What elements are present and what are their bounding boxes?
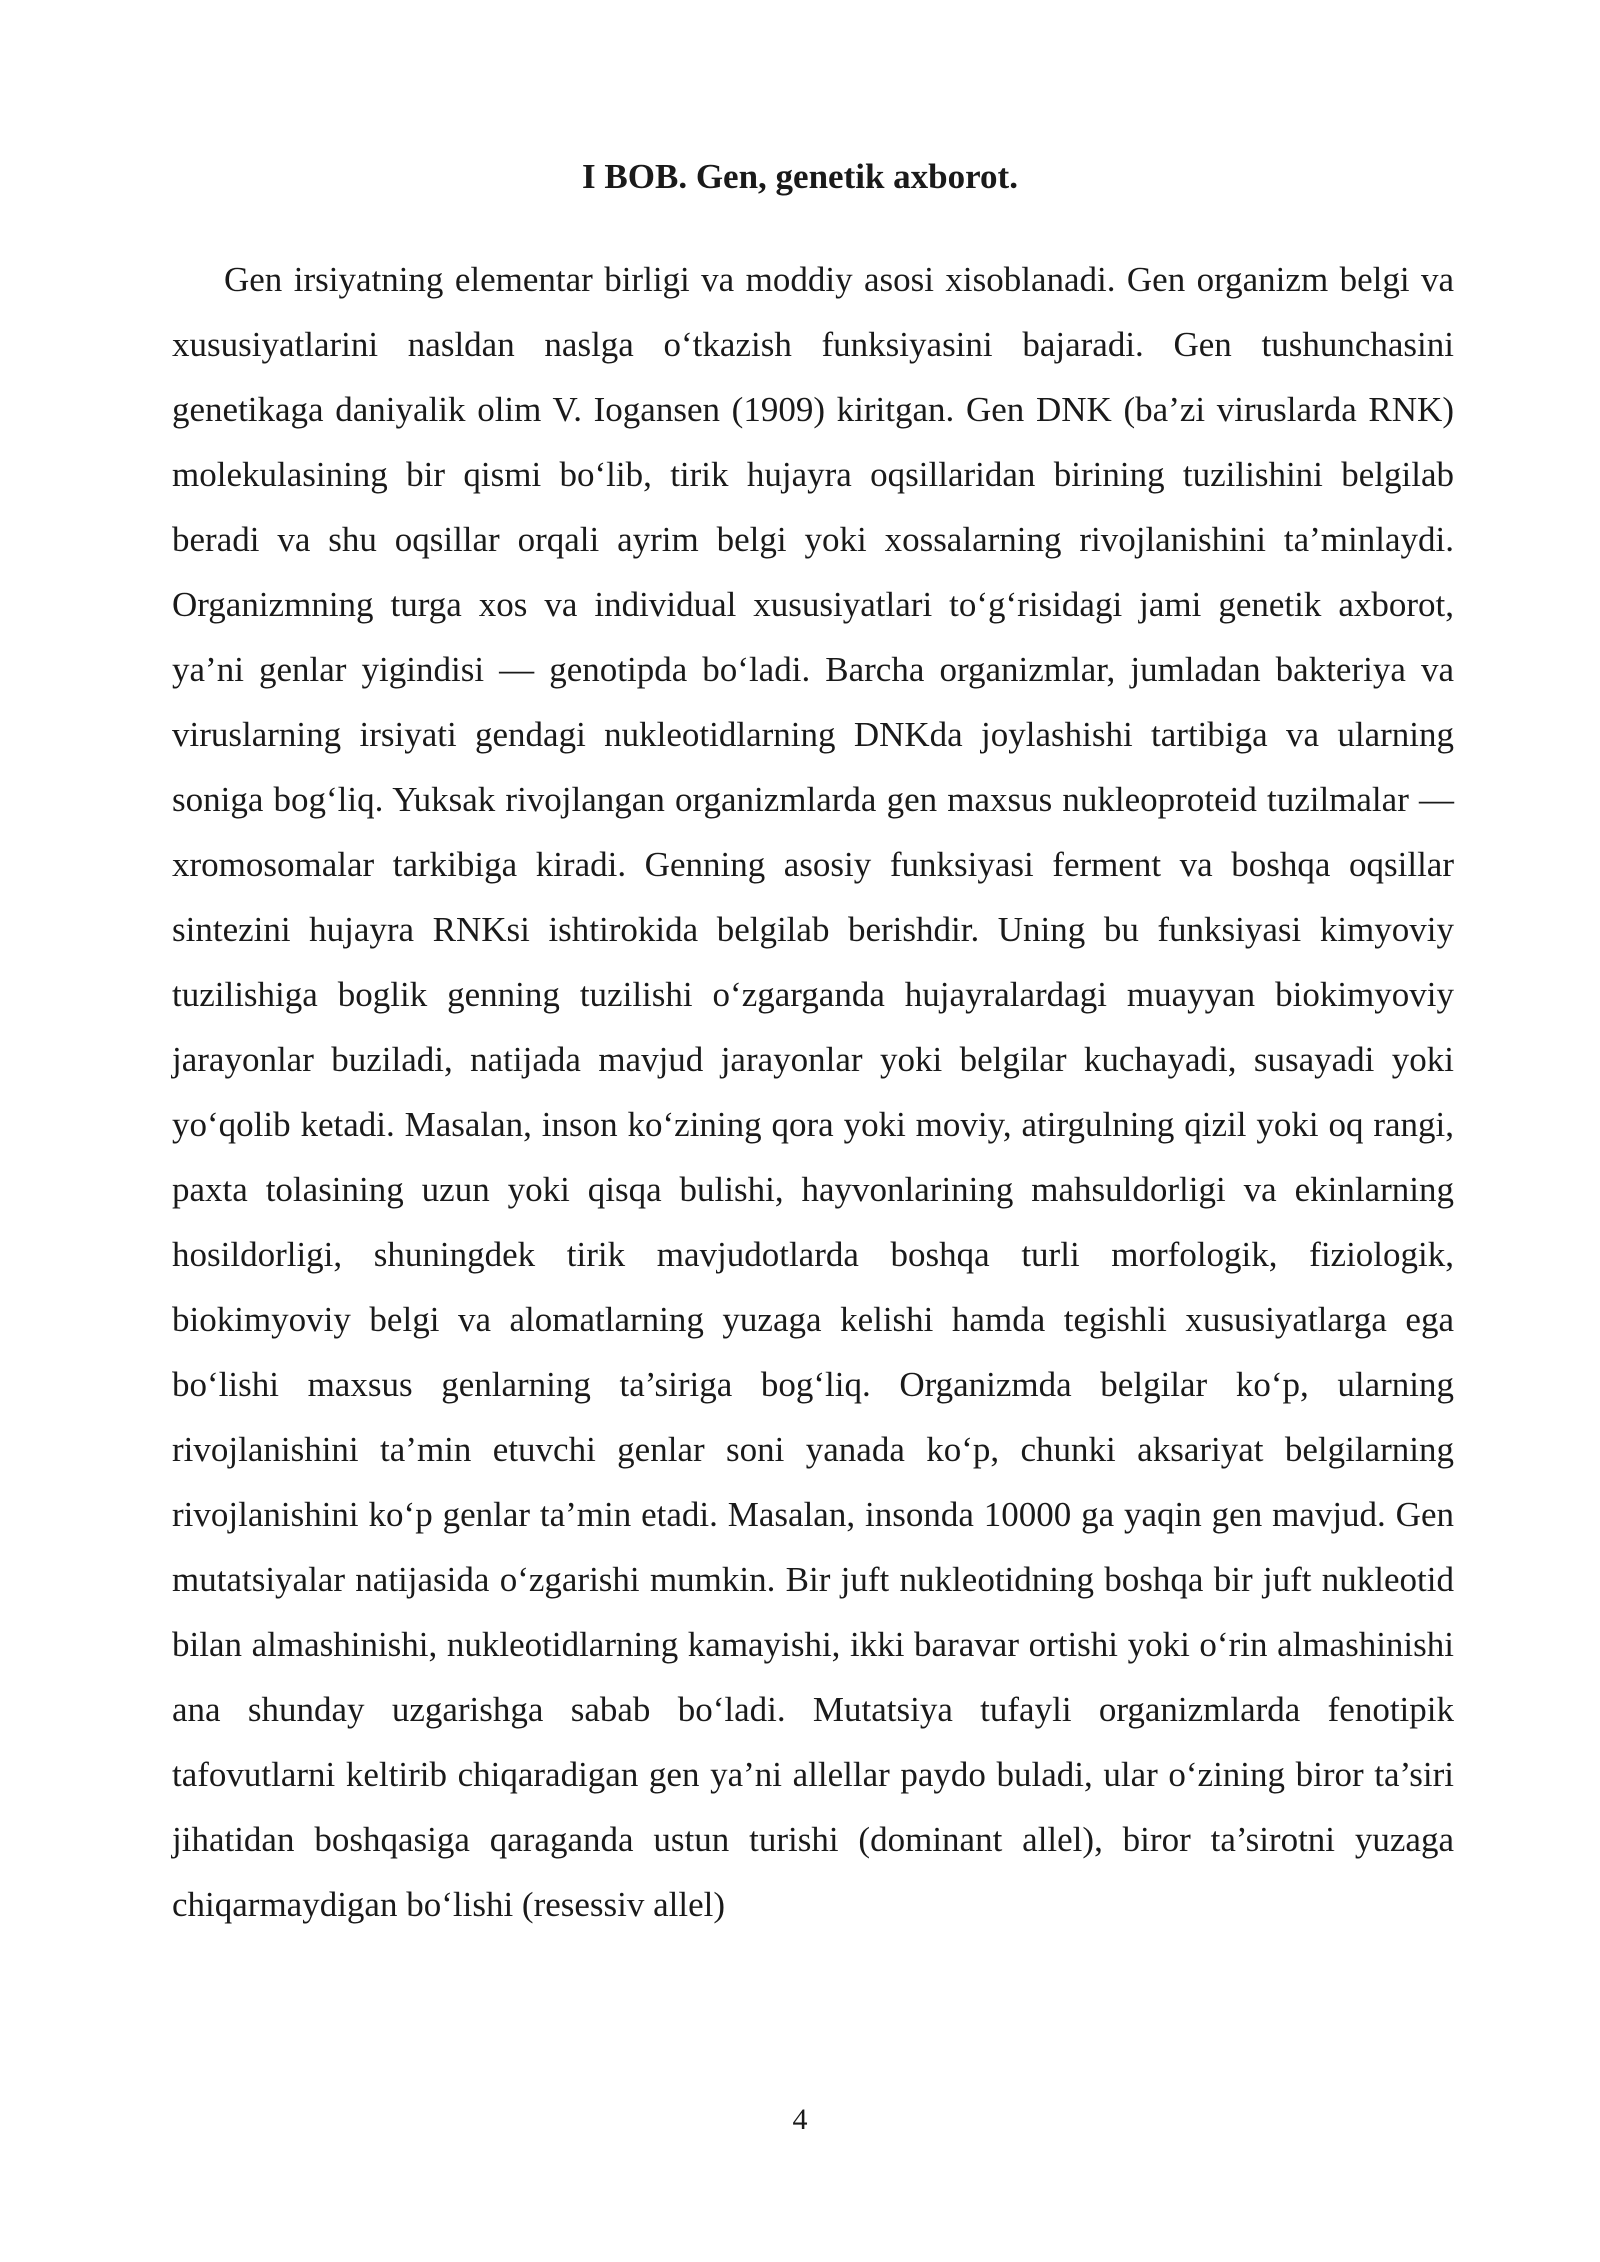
chapter-title: I BOB. Gen, genetik axborot. [582,157,1018,196]
body-paragraph: Gen irsiyatning elementar birligi va moddiy asosi xisoblanadi. Gen organizm belgi va xususiyatlarini nasldan naslga o‘tkazish funksiyasini bajaradi. Gen tushunchasini genetikaga daniyalik olim V. Iogansen (1909) kiritgan. Gen DNK (ba’zi viruslarda RNK) molekulasining bir qismi bo‘lib, tirik hujayra oqsillaridan birining tuzilishini belgilab beradi va shu oqsillar orqali ayrim belgi yoki xossalarning rivojlanishini ta’minlaydi. Organizmning turga xos va individual xususiyatlari to‘g‘risidagi jami genetik axborot, ya’ni genlar yigindisi — genotipda bo‘ladi. Barcha organizmlar, jumladan bakteriya va viruslarning irsiyati gendagi nukleotidlarning DNKda joylashishi tartibiga va ularning soniga bog‘liq. Yuksak rivojlangan organizmlarda gen maxsus nukleoproteid tuzilmalar — xromosomalar tarkibiga kiradi. Genning asosiy funksiyasi ferment va boshqa oqsillar sintezini hujayra RNKsi ishtirokida belgilab berishdir. Uning bu funksiyasi kimyoviy tuzilishiga boglik genning tuzilishi o‘zgarganda hujayralardagi muayyan biokimyoviy jarayonlar buziladi, natijada mavjud jarayonlar yoki belgilar kuchayadi, susayadi yoki yo‘qolib ketadi. Masalan, inson ko‘zining qora yoki moviy, atirgulning qizil yoki oq rangi, paxta tolasining uzun yoki qisqa bulishi, hayvonlarining mahsuldorligi va ekinlarning hosildorligi, shuningdek tirik mavjudotlarda boshqa turli morfologik, fiziologik, biokimyoviy belgi va alomatlarning yuzaga kelishi hamda tegishli xususiyatlarga ega bo‘lishi maxsus genlarning ta’siriga bog‘liq. Organizmda belgilar ko‘p, ularning rivojlanishini ta’min etuvchi genlar soni yanada ko‘p, chunki aksariyat belgilarning rivojlanishini ko‘p genlar ta’min etadi. Masalan, insonda 10000 ga yaqin gen mavjud. Gen mutatsiyalar natijasida o‘zgarishi mumkin. Bir juft nukleotidning boshqa bir juft nukleotid bilan almashinishi, nukleotidlarning kamayishi, ikki baravar ortishi yoki o‘rin almashinishi ana shunday uzgarishga sabab bo‘ladi. Mutatsiya tufayli organizmlarda fenotipik tafovutlarni keltirib chiqaradigan gen ya’ni allellar paydo buladi, ular o‘zining biror ta’siri jihatidan boshqasiga qaraganda ustun turishi (dominant allel), biror ta’sirotni yuzaga chiqarmaydigan bo‘lishi (resessiv allel) [172,260,1454,1924]
page-number: 4 [792,2103,808,2136]
